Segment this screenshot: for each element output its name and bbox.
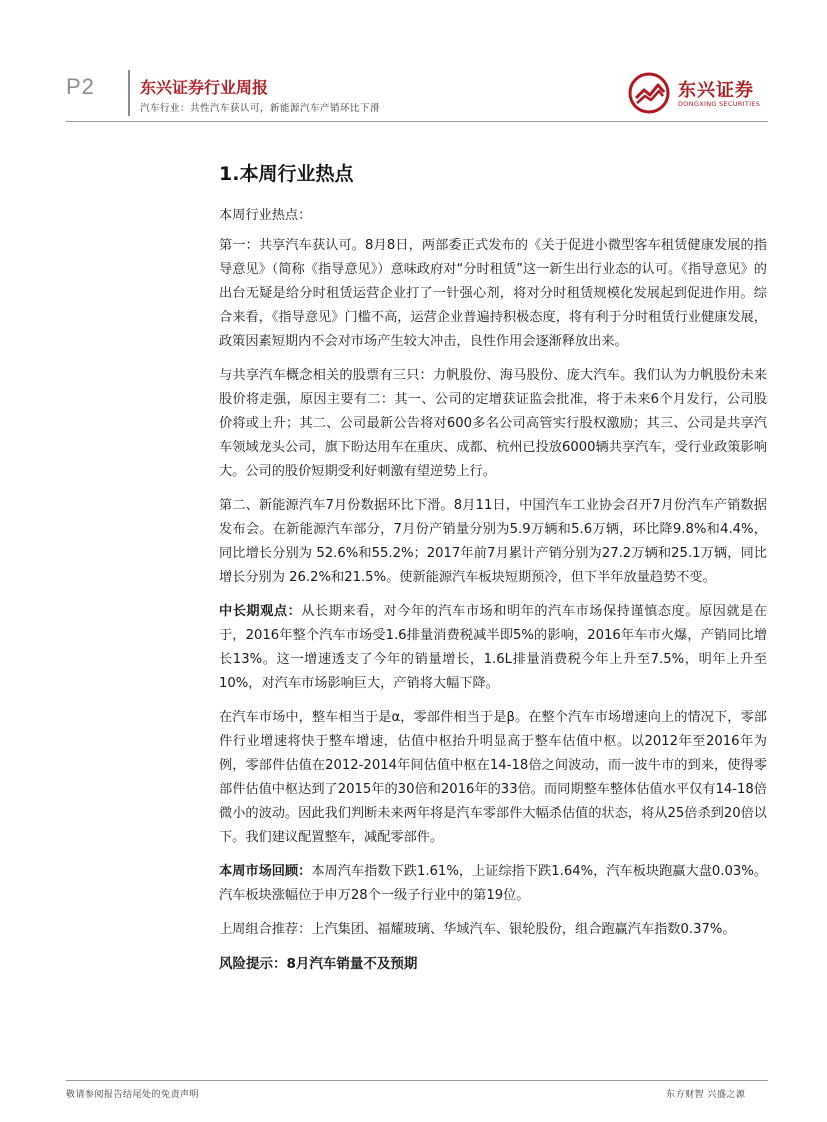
report-title: 东兴证券行业周报 [140,78,269,97]
footer-slogan: 东方财智 兴盛之源 [666,1090,746,1100]
page-number: P2 [66,74,95,99]
report-subtitle: 汽车行业：共性汽车获认可，新能源汽车产销环比下滑 [140,103,381,114]
section-heading: 1.本周行业热点 [219,163,354,185]
logo-english-text: DONGXING SECURITIES [678,100,761,108]
paragraph-valuation: 在汽车市场中，整车相当于是α，零部件相当于是β。在整个汽车市场增速向上的情况下，零部件行业增速将快于整车增速，估值中枢抬升明显高于整车估值中枢。以2012年至2016年为例，零部件估值在2012-2014年间估值中枢在14-18倍之间波动，而一波牛市的到来，使得零部件估值中枢达到了2015年的30倍和2016年的33倍。而同期整车整体估值水平仅有14-18倍微小的波动。因此我们判断未来两年将是汽车零部件大幅杀估值的状态，将从25倍杀到20倍以下。我们建议配置整车，减配零部件。 [219,710,767,845]
paragraph-shared-cars: 第一：共享汽车获认可。8月8日，两部委正式发布的《关于促进小微型客车租赁健康发展的指导意见》（简称《指导意见》）意味政府对“分时租赁”这一新生出行业态的认可。《指导意见》的出台无疑是给分时租赁运营企业打了一针强心剂，将对分时租赁规模化发展起到促进作用。综合来看，《指导意见》门槛不高，运营企业普遍持积极态度，将有利于分时租赁行业健康发展，政策因素短期内不会对市场产生较大冲击，良性作用会逐渐释放出来。 [219,238,767,349]
market-review-lead: 本周市场回顾： [219,864,312,879]
logo-chinese-text: 东兴证券 [678,80,754,101]
intro-paragraph: 本周行业热点： [219,208,312,223]
footer-rule [66,1080,768,1081]
paragraph-new-energy: 第二、新能源汽车7月份数据环比下滑。8月11日，中国汽车工业协会召开7月份汽车产销数据发布会。在新能源汽车部分，7月份产销量分别为5.9万辆和5.6万辆，环比降9.8%和4.4%，同比增长分别为 52.6%和55.2%；2017年前7月累计产销分别为27.2万辆和25.1万辆，同比增长分别为 26.2%和21.5%。使新能源汽车板块短期预冷，但下半年放量趋势不变。 [219,498,767,585]
paragraph-portfolio: 上周组合推荐：上汽集团、福耀玻璃、华域汽车、银轮股份，组合跑赢汽车指数0.37%。 [219,922,736,937]
paragraph-market-review [219,860,767,908]
risk-warning: 风险提示：8月汽车销量不及预期 [219,956,418,972]
paragraph-related-stocks: 与共享汽车概念相关的股票有三只：力帆股份、海马股份、庞大汽车。我们认为力帆股份未来股价将走强，原因主要有二：其一、公司的定增获证监会批准，将于未来6个月发行，公司股价将或上升；其二、公司最新公告将对600多名公司高管实行股权激励；其三、公司是共享汽车领域龙头公司，旗下盼达用车在重庆、成都、杭州已投放6000辆共享汽车，受行业政策影响大。公司的股价短期受利好刺激有望逆势上行。 [219,368,767,479]
header-rule [66,121,768,122]
footer-disclaimer: 敬请参阅报告结尾处的免责声明 [66,1090,200,1100]
long-term-view-text: 从长期来看，对今年的汽车市场和明年的汽车市场保持谨慎态度。原因就是在于，2016年整个汽车市场受1.6排量消费税减半即5%的影响，2016年车市火爆，产销同比增长13%。这一增速透支了今年的销量增长，1.6L排量消费税今年上升至7.5%，明年上升至10%，对汽车市场影响巨大，产销将大幅下降。 [219,604,767,691]
long-term-view-lead: 中长期观点： [219,604,302,619]
report-body [219,204,767,972]
market-review-text: 本周汽车指数下跌1.61%，上证综指下跌1.64%，汽车板块跑赢大盘0.03%。汽车板块涨幅位于申万28个一级子行业中的第19位。 [219,864,768,903]
company-logo [628,72,768,114]
logo-mark-icon [628,72,674,114]
paragraph-long-term-view [219,600,767,696]
header-divider [128,70,130,116]
